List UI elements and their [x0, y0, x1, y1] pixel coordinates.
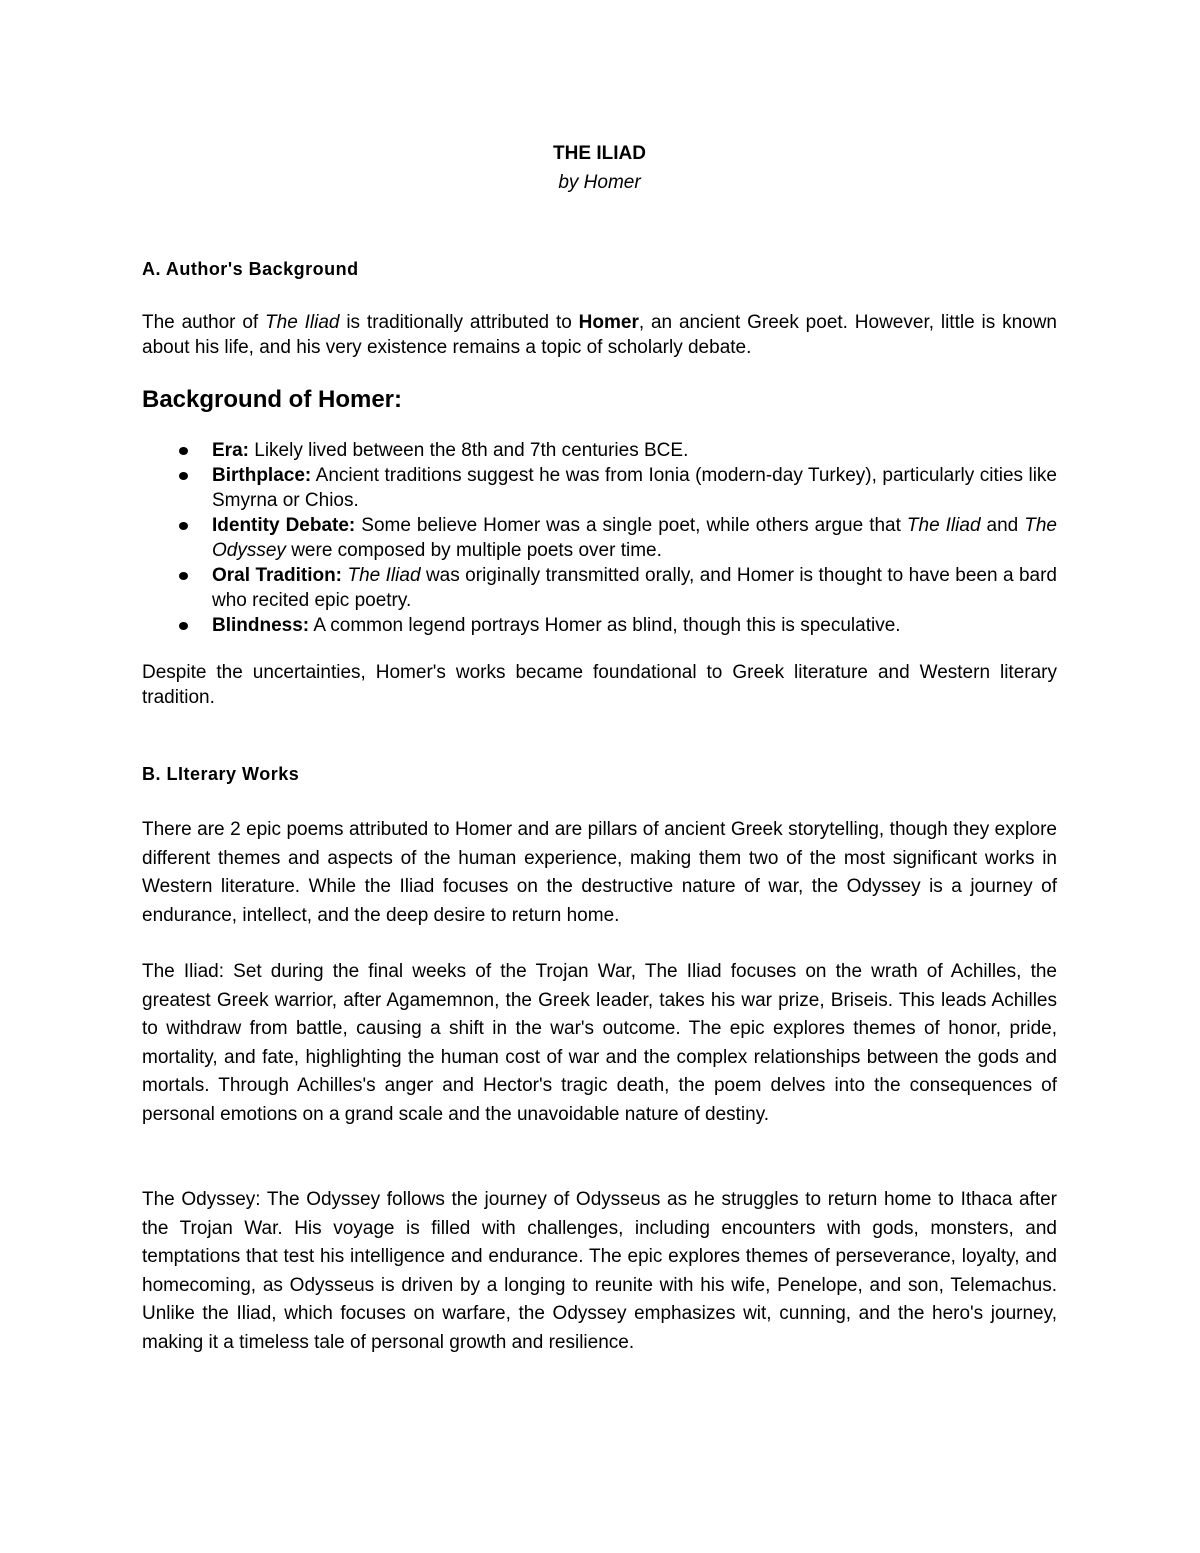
list-item-birthplace: Birthplace: Ancient traditions suggest he was from Ionia (modern-day Turkey), particularly cities like Smyrna or Chios.	[142, 463, 1057, 513]
iliad-paragraph: The Iliad: Set during the final weeks of the Trojan War, The Iliad focuses on the wrath of Achilles, the greatest Greek warrior, after Agamemnon, the Greek leader, takes his war prize, Briseis. This leads Achilles to withdraw from battle, causing a shift in the war's outcome. The epic explores themes of honor, pride, mortality, and fate, highlighting the human cost of war and the complex relationships between the gods and mortals. Through Achilles's anger and Hector's tragic death, the poem delves into the consequences of personal emotions on a grand scale and the unavoidable nature of destiny.	[142, 961, 1057, 1125]
closing-paragraph: Despite the uncertainties, Homer's works became foundational to Greek literature and Western literary tradition.	[142, 662, 1057, 708]
bullet-icon	[179, 447, 188, 455]
list-item-era: Era: Likely lived between the 8th and 7th centuries BCE.	[142, 438, 1057, 463]
homer-background-list	[142, 438, 1057, 638]
odyssey-paragraph: The Odyssey: The Odyssey follows the journey of Odysseus as he struggles to return home to Ithaca after the Trojan War. His voyage is filled with challenges, including encounters with gods, monsters, and temptations that test his intelligence and endurance. The epic explores themes of perseverance, loyalty, and homecoming, as Odysseus is driven by a longing to reunite with his wife, Penelope, and son, Telemachus. Unlike the Iliad, which focuses on warfare, the Odyssey emphasizes wit, cunning, and the hero's journey, making it a timeless tale of personal growth and resilience.	[142, 1189, 1057, 1353]
bullet-icon	[179, 622, 188, 630]
bullet-icon	[179, 472, 188, 480]
section-a-heading: A. Author's Background	[142, 259, 359, 279]
document-title: THE ILIAD	[553, 143, 646, 164]
background-of-homer-heading: Background of Homer:	[142, 386, 403, 413]
bullet-icon	[179, 522, 188, 530]
author-name-bold: Homer	[578, 312, 639, 333]
document-byline: by Homer	[558, 172, 641, 193]
list-item-blindness: Blindness: A common legend portrays Homer as blind, though this is speculative.	[142, 613, 1057, 638]
author-intro-paragraph: The author of The Iliad is traditionally attributed to Homer, an ancient Greek poet. However, little is known about his life, and his very existence remains a topic of scholarly debate.	[142, 312, 1057, 358]
list-item-oral-tradition: Oral Tradition: The Iliad was originally transmitted orally, and Homer is thought to have been a bard who recited epic poetry.	[142, 563, 1057, 613]
section-b-heading: B. LIterary Works	[142, 764, 300, 784]
title-italic: The Iliad	[265, 312, 340, 333]
literary-works-paragraph: There are 2 epic poems attributed to Homer and are pillars of ancient Greek storytelling, though they explore different themes and aspects of the human experience, making them two of the most significant works in Western literature. While the Iliad focuses on the destructive nature of war, the Odyssey is a journey of endurance, intellect, and the deep desire to return home.	[142, 819, 1057, 926]
list-item-identity-debate: Identity Debate: Some believe Homer was a single poet, while others argue that The Iliad and The Odyssey were composed by multiple poets over time.	[142, 513, 1057, 563]
bullet-icon	[179, 572, 188, 580]
